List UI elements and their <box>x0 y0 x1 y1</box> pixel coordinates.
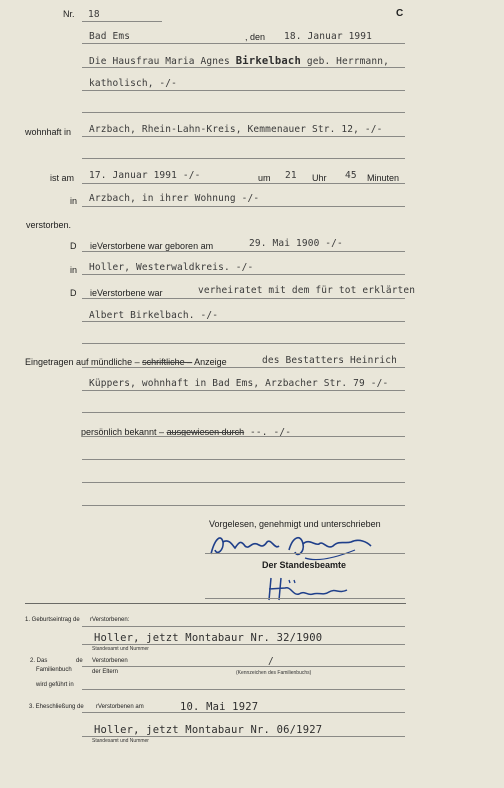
read-approved-label: Vorgelesen, genehmigt und unterschrieben <box>209 519 381 529</box>
registration-value-1: des Bestatters Heinrich <box>262 355 397 366</box>
residence-rule <box>82 136 405 137</box>
footer-birth-rule <box>82 644 405 645</box>
birth-date: 29. Mai 1900 -/- <box>249 238 343 249</box>
marital-status-rule <box>82 298 405 299</box>
uhr-label: Uhr <box>312 173 327 183</box>
identification-rule <box>82 436 405 437</box>
footer-marriage-label: 3. Eheschließung de <box>29 704 84 710</box>
spouse-name: Albert Birkelbach. -/- <box>89 310 219 321</box>
official-label: Der Standesbeamte <box>262 560 347 570</box>
blank-line-4 <box>82 412 405 413</box>
blank-line-5 <box>82 459 405 460</box>
declarant-line-2-rule <box>82 90 405 91</box>
birth-place-rule <box>82 274 405 275</box>
marriage-text-label: ieVerstorbene war <box>90 288 163 298</box>
footer-birth-value: Holler, jetzt Montabaur Nr. 32/1900 <box>94 632 323 644</box>
footer-family-book-verstorbenen: Verstorbenen <box>92 658 128 664</box>
den-label: , den <box>245 32 266 42</box>
minuten-label: Minuten <box>367 173 400 183</box>
footer-family-book-location-rule <box>82 689 405 690</box>
footer-family-book-label-b: Familienbuch <box>36 667 72 673</box>
death-minutes: 45 <box>345 170 357 181</box>
um-label: um <box>258 173 271 183</box>
declarant-signature <box>205 528 375 564</box>
birth-d-label: D <box>70 241 77 251</box>
birth-in-label: in <box>70 265 78 275</box>
footer-family-book-caption: (Kennzeichen des Familienbuchs) <box>236 670 312 676</box>
birth-text-label: ieVerstorbene war geboren am <box>90 241 214 251</box>
blank-line-6 <box>82 482 405 483</box>
residence-value: Arzbach, Rhein-Lahn-Kreis, Kemmenauer Str. 12, -/- <box>89 124 383 135</box>
identification-label: persönlich bekannt – ausgewiesen durch --. -/- <box>81 427 292 438</box>
footer-separator <box>25 603 406 604</box>
birth-place: Holler, Westerwaldkreis. -/- <box>89 262 254 273</box>
death-hour: 21 <box>285 170 297 181</box>
footer-birth-small: rVerstorbenen: <box>90 617 130 623</box>
blank-line-2 <box>82 158 405 159</box>
declarant-line-2: katholisch, -/- <box>89 78 178 89</box>
footer-birth-label: 1. Geburtseintrag de <box>25 617 80 623</box>
marriage-d-label: D <box>70 288 77 298</box>
ist-am-label: ist am <box>50 173 75 183</box>
footer-marriage-small: rVerstorbenen am <box>96 704 144 710</box>
death-place: Arzbach, in ihrer Wohnung -/- <box>89 193 260 204</box>
declarant-line-1: Die Hausfrau Maria Agnes Birkelbach geb. Herrmann, <box>89 55 390 67</box>
official-signature <box>265 574 355 604</box>
footer-family-book-rule <box>82 666 405 667</box>
spouse-rule <box>82 321 405 322</box>
official-signature-line <box>205 598 405 599</box>
death-date-rule <box>82 183 405 184</box>
footer-marriage-date-rule <box>82 712 405 713</box>
footer-birth-caption: Standesamt und Nummer <box>92 646 149 652</box>
death-in-label: in <box>70 196 78 206</box>
blank-line-3 <box>82 343 405 344</box>
place-date-line <box>82 43 405 44</box>
declarant-signature-line <box>205 553 405 554</box>
death-place-rule <box>82 206 405 207</box>
footer-marriage-rule <box>82 736 405 737</box>
residence-label: wohnhaft in <box>25 127 72 137</box>
footer-marriage-date: 10. Mai 1927 <box>180 701 259 713</box>
registration-value-2: Küppers, wohnhaft in Bad Ems, Arzbacher Str. 79 -/- <box>89 378 389 389</box>
footer-family-book-de: de <box>76 658 83 664</box>
footer-marriage-value: Holler, jetzt Montabaur Nr. 06/1927 <box>94 724 323 736</box>
record-date: 18. Januar 1991 <box>284 31 373 42</box>
verstorben-label: verstorben. <box>26 220 72 230</box>
nr-value: 18 <box>88 9 100 20</box>
footer-family-book-label-a: 2. Das <box>30 658 48 664</box>
footer-marriage-caption: Standesamt und Nummer <box>92 738 149 744</box>
birth-date-rule <box>82 251 405 252</box>
death-date: 17. Januar 1991 -/- <box>89 170 201 181</box>
blank-line-1 <box>82 112 405 113</box>
declarant-line-1-rule <box>82 67 405 68</box>
form-letter: C <box>396 8 404 19</box>
registration-rule-2 <box>82 390 405 391</box>
surname: Birkelbach <box>235 55 301 67</box>
registration-label: Eingetragen auf mündliche – schriftliche – Anzeige <box>25 357 227 367</box>
place-value: Bad Ems <box>89 31 131 42</box>
footer-family-book-eltern: der Eltern <box>92 669 119 675</box>
blank-line-7 <box>82 505 405 506</box>
nr-line <box>82 21 162 22</box>
registration-rule-1 <box>82 367 405 368</box>
footer-family-book-slash: / <box>268 656 274 667</box>
footer-family-book-label-c: wird geführt in <box>36 682 74 688</box>
footer-birth-top-rule <box>82 626 405 627</box>
marital-status: verheiratet mit dem für tot erklärten <box>198 285 416 296</box>
nr-label: Nr. <box>63 9 75 19</box>
